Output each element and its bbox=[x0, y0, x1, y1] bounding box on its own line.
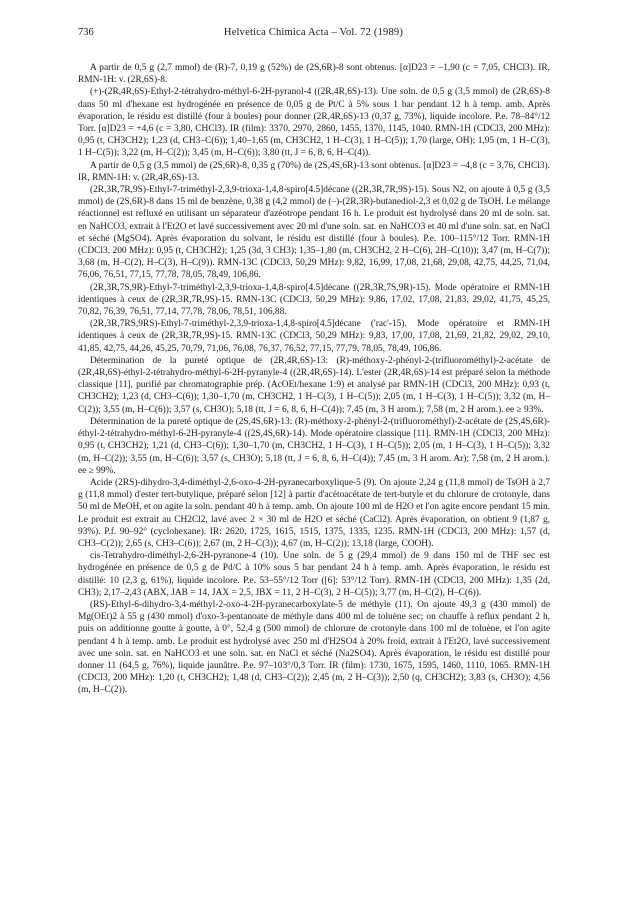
paragraph: cis-Tetrahydro-diméthyl-2,6-2H-pyranone-4 (10). Une soln. de 5 g (29,4 mmol) de 9 dans 150 ml de THF sec est hydrogénée en présence de 0,5 g de Pd/C à 10% sous 5 bar pendant 24 h à temp. amb. Après évaporation, le résidu est distillé: 10 (2,3 g, 61%), liquide incolore. P.e. 53–55°/12 Torr ([6]: 53°/12 Torr). RMN-1H (CDCl3, 200 MHz): 1,35 (2d, CH3); 2,17–2,43 (ABX, JAB = 14, JAX = 2,5, JBX = 11, 2 H–C(3), 2 H–C(5)); 3,77 (m, H–C(2), H–C(6)). bbox=[78, 551, 550, 598]
page-header bbox=[78, 27, 549, 41]
paragraph: Acide (2RS)-dihydro-3,4-diméthyl-2,6-oxo-4-2H-pyranecarboxylique-5 (9). On ajoute 2,24 g (11,8 mmol) de TsOH à 2,7 g (11,8 mmol) d'ester tert-butylique, préparé selon [12] à partir d'acétoacétate de tert-butyle et du chlorure de crotonyle, dans 50 ml de MeOH, et on agite la soln. pendant 40 h à temp. amb. On ajoute 100 ml de H2O et l'on agite encore pendant 15 min. Le produit est extrait au CH2Cl2, lavé avec 2 × 30 ml de H2O et séché (CaCl2). Après évaporation, on obtient 9 (1,87 g, 93%). P.f. 90–92° (cyclohexane). IR: 2620, 1725, 1615, 1515, 1375, 1335, 1235. RMN-1H (CDCl3, 200 MHz): 1,57 (d, CH3–C(2)); 2,65 (s, CH3–C(6)); 2,67 (m, 2 H–C(3)); 4,67 (m, H–C(2)); 13,18 (large, COOH). bbox=[78, 477, 550, 549]
paragraph: A partir de 0,5 g (2,7 mmol) de (R)-7, 0,19 g (52%) de (2S,6R)-8 sont obtenus. [α]D23 = –1,90 (c = 7,05, CHCl3). IR, RMN-1H: v. (2R,6S)-8. bbox=[78, 63, 550, 86]
page-number: 736 bbox=[78, 27, 94, 38]
paragraph: (+)-(2R,4R,6S)-Ethyl-2-tétrahydro-méthyl-6-2H-pyranol-4 ((2R,4R,6S)-13). Une soln. de 0,5 g (3,5 mmol) de (2R,6S)-8 dans 50 ml d'hexane est hydrogénée en présence de 0,05 g de Pt/C à 5% sous 1 bar pendant 12 h à temp. amb. Après évaporation, le résidu est distillé (four à boules) pour donner (2R,4R,6S)-13 (0,37 g, 73%), liquide incolore. P.e. 78–84°/12 Torr. [α]D23 = +4,6 (c = 3,80, CHCl3). IR (film): 3370, 2970, 2860, 1455, 1370, 1145, 1040. RMN-1H (CDCl3, 200 MHz): 0,95 (t, CH3CH2); 1,23 (d, CH3–C(6)); 1,40–1,65 (m, CH3CH2, 1 H–C(3), 1 H–C(5)); 1,70 (large, OH); 1,95 (m, 1 H–C(3), 1 H–C(5)); 3,22 (m, H–C(2)); 3,45 (m, H–C(6)); 3,80 (tt, J = 6, 8, 6, H–C(4)). bbox=[78, 87, 550, 159]
paragraph: A partir de 0,5 g (3,5 mmol) de (2S,6R)-8, 0,35 g (70%) de (2S,4S,6R)-13 sont obtenus. [α]D23 = –4,8 (c = 3,76, CHCl3). IR, RMN-1H: v. (2R,4R,6S)-13. bbox=[78, 160, 550, 183]
paragraph: (2R,3R,7S,9R)-Ethyl-7-triméthyl-2,3,9-trioxa-1,4,8-spiro[4.5]décane ((2R,3R,7S,9R)-15). Mode opératoire et RMN-1H identiques à ceux de (2R,3R,7R,9S)-15. RMN-13C (CDCl3, 50,29 MHz): 9,86, 17,02, 17,08, 21,83, 29,02, 41,75, 45,25, 70,82, 76,39, 76,51, 77,14, 77,78, 78,06, 78,51, 106,88. bbox=[78, 282, 550, 318]
paragraph: (RS)-Ethyl-6-dihydro-3,4-méthyl-2-oxo-4-2H-pyranecarboxylate-5 de méthyle (11). On ajoute 49,3 g (430 mmol) de Mg(OEt)2 à 55 g (430 mmol) d'oxo-3-pentanoate de méthyle dans 400 ml de toluène sec; on chauffe à reflux pendant 2 h, puis on additionne goutte à goutte, à 0°, 52,4 g (500 mmol) de chlorure de crotonyle dans 100 ml de toluène, et l'on agite pendant 4 h à temp. amb. Le produit est hydrolysé avec 250 ml d'H2SO4 à 20% froid, extrait à l'Et2O, lavé successivement avec une soln. sat. en NaHCO3 et une soln. sat. en NaCl et séché (Na2SO4). Après évaporation, le résidu est distillé pour donner 11 (64,5 g, 76%), liquide jaunâtre. P.e. 97–103°/0,3 Torr. IR (film): 1730, 1675, 1595, 1460, 1110, 1065. RMN-1H (CDCl3, 200 MHz): 1,20 (t, CH3CH2); 1,48 (d, CH3–C(2)); 2,45 (m, 2 H–C(3)); 2,50 (q, CH3CH2); 3,83 (s, CH3O); 4,56 (m, H–C(2)). bbox=[78, 599, 550, 696]
paragraph: (2R,3R,7RS,9RS)-Ethyl-7-triméthyl-2,3,9-trioxa-1,4,8-spiro[4.5]décane ('rac'-15). Mode opératoire et RMN-1H identiques à ceux de (2R,3R,7R,9S)-15. RMN-13C (CDCl3, 50,29 MHz): 9,83, 17,00, 17,08, 21,69, 21,82, 29,02, 29,10, 41,85, 42,75, 44,26, 45,25, 70,79, 71,06, 76,08, 76,37, 76,52, 77,15, 77,79, 78,05, 78,49, 106,86. bbox=[78, 319, 550, 354]
paragraph: Détermination de la pureté optique de (2S,4S,6R)-13: (R)-méthoxy-2-phényl-2-(trifluorométhyl)-2-acétate de (2S,4S,6R)-éthyl-2-tétrahydro-méthyl-6-2H-pyranyle-4 ((2S,4S,6R)-14). Mode opératoire classique [11]. RMN-1H (CDCl3, 200 MHz): 0,95 (t, CH3CH2); 1,21 (d, CH3–C(6)); 1,30–1,70 (m, CH3CH2, 1 H–C(3), 1 H–C(5)); 2,05 (m, 1 H–C(3), 1 H–C(5)); 3,32 (m, H–C(2)); 3,55 (m, H–C(6)); 3,57 (s, CH3O); 5,18 (tt, J = 6, 8, 6, H–C(4)); 7,45 (m, 3 H arom. Ar); 7,58 (m, 2 H arom.). ee ≥ 99%. bbox=[78, 416, 550, 476]
article-body bbox=[78, 62, 550, 697]
paragraph: Détermination de la pureté optique de (2R,4R,6S)-13: (R)-méthoxy-2-phényl-2-(trifluorométhyl)-2-acétate de (2R,4R,6S)-éthyl-2-tétrahydro-méthyl-6-2H-pyranyle-4 ((2R,4R,6S)-14). L'ester (2R,4R,6S)-14 est préparé selon la méthode classique [11], purifié par chromatographie prép. (AcOEt/hexane 1:9) et analysé par RMN-1H (CDCl3, 200 MHz): 0,93 (t, CH3CH2); 1,23 (d, CH3–C(6)); 1,30–1,70 (m, CH3CH2, 1 H–C(3), 1 H–C(5)); 2,05 (m, 1 H–C(3), 1 H–C(5)); 3,32 (m, H–C(2)); 3,55 (m, H–C(6)); 3,57 (s, CH3O); 5,18 (tt, J = 6, 8, 6, H–C(4)); 7,45 (m, 3 H arom.); 7,58 (m, 2 H arom.). ee ≥ 93%. bbox=[78, 355, 550, 415]
journal-title: Helvetica Chimica Acta – Vol. 72 (1989) bbox=[223, 27, 404, 38]
paragraph: (2R,3R,7R,9S)-Ethyl-7-triméthyl-2,3,9-trioxa-1,4,8-spiro[4.5]décane ((2R,3R,7R,9S)-15). Sous N2, on ajoute à 0,5 g (3,5 mmol) de (2S,6R)-8 dans 15 ml de benzène, 0,38 g (4,2 mmol) de (–)-(2R,3R)-butanediol-2,3 et 0,02 g de TsOH. Le mélange réactionnel est refluxé en utilisant un séparateur d'azéotrope pendant 16 h. Le produit est hydrolysé dans 20 ml de soln. sat. en NaHCO3, extrait à l'Et2O et lavé successivement avec 20 ml d'une soln. sat. en NaHCO3 et 40 ml d'une soln. sat. en NaCl et séché (MgSO4). Après évaporation du solvant, le résidu est distillé (four à boules). P.e. 100–115°/12 Torr. RMN-1H (CDCl3, 200 MHz): 0,95 (t, CH3CH2); 1,25 (3d, 3 CH3); 1,35–1,80 (m, CH3CH2, 2 H–C(6), 2H–C(10)); 3,47 (m, H–C(7)); 3,68 (m, H–C(2), H–C(3), H–C(9)). RMN-13C (CDCl3, 50,29 MHz): 9,82, 16,99, 17,08, 21,68, 29,08, 42,75, 44,25, 71,04, 76,06, 76,51, 77,15, 77,78, 78,05, 78,49, 106,86. bbox=[78, 185, 550, 281]
